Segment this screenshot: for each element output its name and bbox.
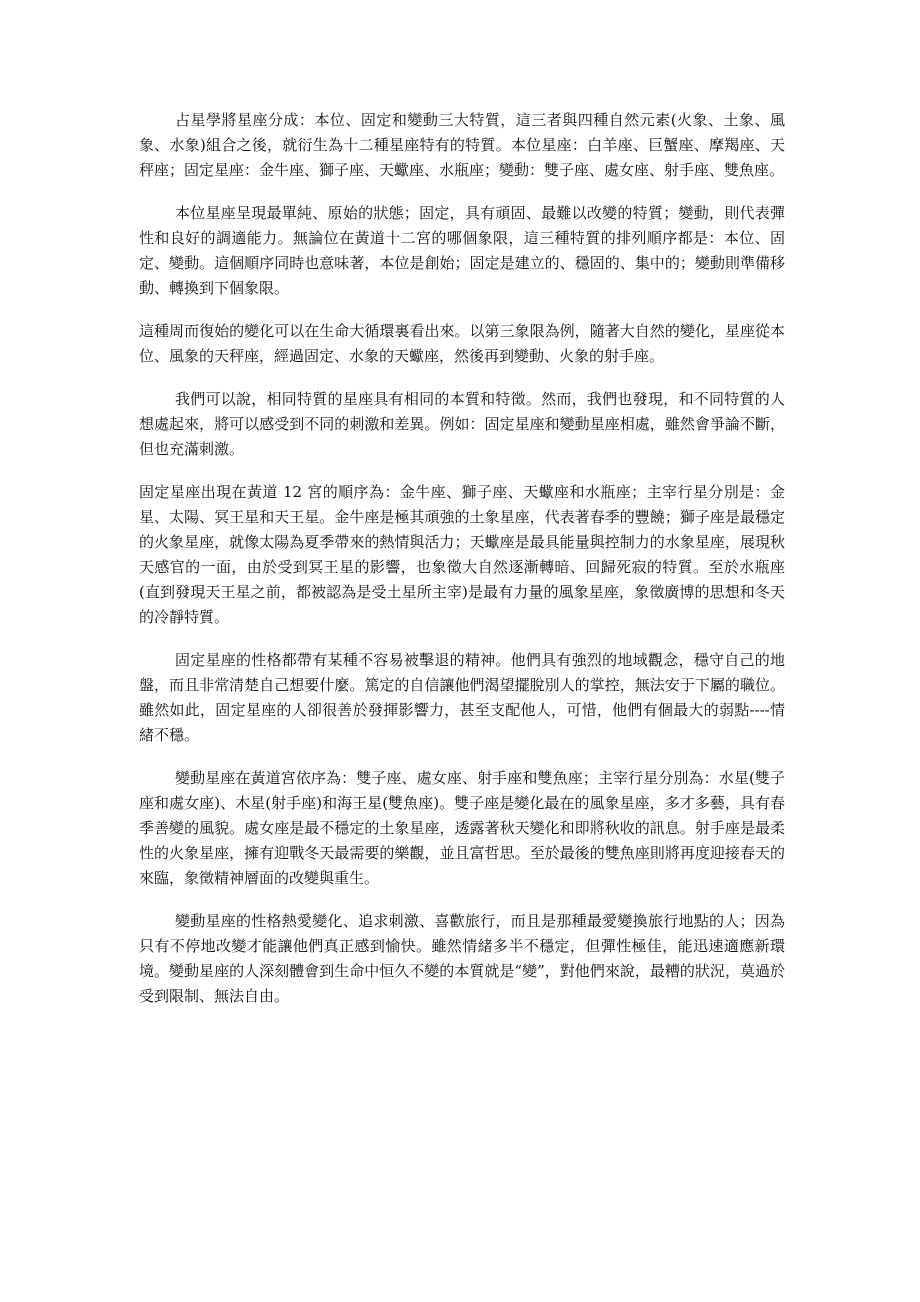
paragraph-qualities-meaning: 本位星座呈現最單純、原始的狀態；固定，具有頑固、最難以改變的特質；變動，則代表彈性和良好的調適能力。無論位在黃道十二宮的哪個象限，這三種特質的排列順序都是：本位、固定、變動。這個順序同時也意味著，本位是創始；固定是建立的、穩固的、集中的；變動則準備移動、轉換到下個象限。 [139, 204, 785, 297]
paragraph-fixed-signs: 固定星座出現在黃道 12 宮的順序為：金牛座、獅子座、天蠍座和水瓶座；主宰行星分別是：金星、太陽、冥王星和天王星。金牛座是極其頑強的土象星座，代表著春季的豐饒；獅子座是最穩定的火象星座，就像太陽為夏季帶來的熱情與活力；天蠍座是最具能量與控制力的水象星座，展現秋天感官的一面，由於受到冥王星的影響，也象徵大自然逐漸轉暗、回歸死寂的特質。至於水瓶座(直到發現天王星之前，都被認為是受土星所主宰)是最有力量的風象星座，象徵廣博的思想和冬天的冷靜特質。 [139, 483, 785, 626]
paragraph-qualities-intro: 占星學將星座分成：本位、固定和變動三大特質，這三者與四種自然元素(火象、土象、風象、水象)組合之後，就衍生為十二種星座特有的特質。本位星座：白羊座、巨蟹座、摩羯座、天秤座；固定星座：金牛座、獅子座、天蠍座、水瓶座；變動：雙子座、處女座、射手座、雙魚座。 [139, 111, 785, 179]
document-page [139, 108, 785, 1027]
paragraph-mutable-signs: 變動星座在黃道宮依序為：雙子座、處女座、射手座和雙魚座；主宰行星分別為：水星(雙子座和處女座)、木星(射手座)和海王星(雙魚座)。雙子座是變化最在的風象星座，多才多藝，具有春季善變的風貌。處女座是最不穩定的土象星座，透露著秋天變化和即將秋收的訊息。射手座是最柔性的火象星座，擁有迎戰冬天最需要的樂觀，並且富哲思。至於最後的雙魚座則將再度迎接春天的來臨，象徵精神層面的改變與重生。 [139, 769, 785, 887]
paragraph-same-quality: 我們可以說，相同特質的星座具有相同的本質和特徵。然而，我們也發現，和不同特質的人想處起來，將可以感受到不同的刺激和差異。例如：固定星座和變動星座相處，雖然會爭論不斷，但也充滿刺激。 [139, 390, 785, 458]
paragraph-fixed-personality: 固定星座的性格都帶有某種不容易被擊退的精神。他們具有強烈的地域觀念，穩守自己的地盤，而且非常清楚自己想要什麼。篤定的自信讓他們渴望擺脫別人的掌控，無法安于下屬的職位。雖然如此，固定星座的人卻很善於發揮影響力，甚至支配他人，可惜，他們有個最大的弱點----情緒不穩。 [139, 651, 785, 744]
paragraph-mutable-personality: 變動星座的性格熱愛變化、追求刺激、喜歡旅行，而且是那種最愛變換旅行地點的人；因為只有不停地改變才能讓他們真正感到愉快。雖然情緒多半不穩定，但彈性極佳，能迅速適應新環境。變動星座的人深刻體會到生命中恒久不變的本質就是“變”，對他們來說，最糟的狀況，莫過於受到限制、無法自由。 [139, 912, 785, 1005]
paragraph-life-cycle: 這種周而復始的變化可以在生命大循環裏看出來。以第三象限為例，隨著大自然的變化，星座從本位、風象的天秤座，經過固定、水象的天蠍座，然後再到變動、火象的射手座。 [139, 322, 785, 365]
